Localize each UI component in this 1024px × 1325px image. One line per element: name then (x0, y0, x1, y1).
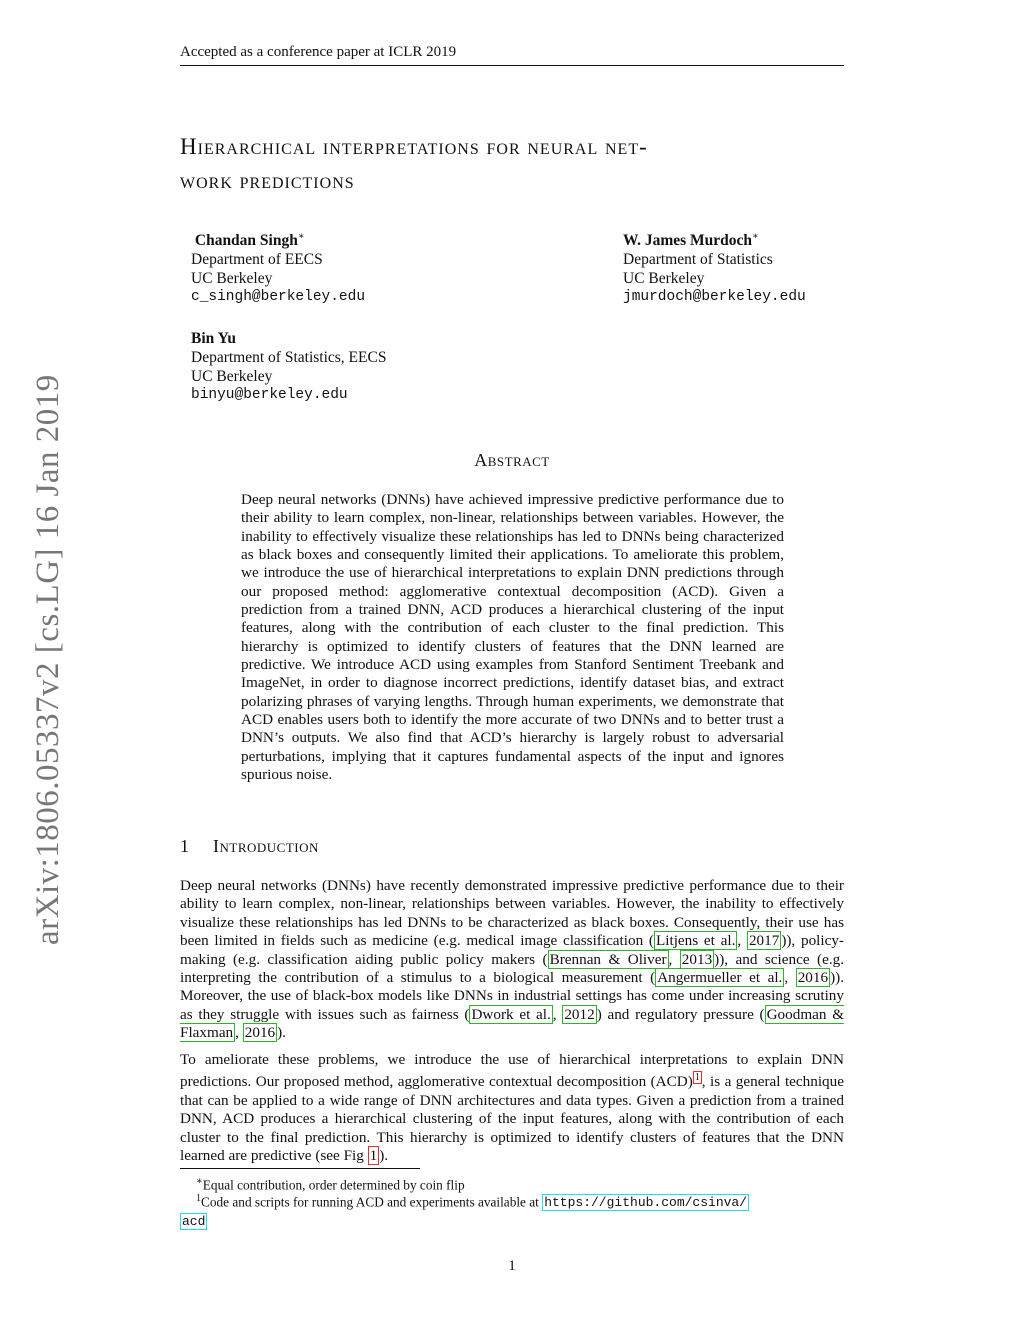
intro-paragraph-1 (180, 877, 844, 1043)
citation-year-link[interactable]: 2012 (564, 1005, 595, 1023)
author-block (191, 329, 386, 405)
intro-paragraph-2 (180, 1051, 844, 1166)
code-url-link-continued[interactable]: acd (182, 1214, 206, 1230)
footnote-text: Code and scripts for running ACD and experiments available at (201, 1194, 543, 1210)
author-inst: UC Berkeley (623, 270, 705, 288)
paragraph-text: )). Moreover, the use of black-box models like DNNs in industrial settings has come under increasing scrutiny as they struggle with issues such as fairness ( (180, 969, 844, 1023)
paragraph-text: ). (277, 1024, 286, 1042)
title-line-2: work predictions (180, 168, 355, 193)
author-mark: ∗ (752, 231, 759, 242)
paragraph-text: Deep neural networks (DNNs) have recently demonstrated impressive predictive performance due to their ability to learn complex, non-linear, relationships between variables. However, the inability to effectively visualize these relationships has led DNNs to be characterized as black boxes. Consequently, their use has been limited in fields such as medicine (e.g. medical image classification ( (180, 877, 844, 950)
author-name-text: Chandan Singh (194, 232, 298, 250)
citation-link[interactable]: Goodman & Flaxman (180, 1005, 845, 1042)
author-dept: Department of Statistics, EECS (191, 349, 387, 366)
arxiv-stamp: arXiv:1806.05337v2 [cs.LG] 16 Jan 2019 (30, 374, 66, 945)
title-line-1: Hierarchical interpretations for neural net- (180, 134, 648, 159)
paragraph-text: To ameliorate these problems, we introduce the use of hierarchical interpretations to explain DNN predictions. Our proposed method, agglomerative contextual decomposition (ACD) (180, 1051, 844, 1091)
author-dept: Department of EECS (191, 251, 323, 269)
author-email[interactable]: jmurdoch@berkeley.edu (623, 289, 806, 306)
footnote-2 (180, 1190, 844, 1231)
citation-year-link[interactable]: 2017 (748, 932, 780, 950)
author-dept: Department of Statistics (623, 251, 773, 269)
paragraph-text: )), and science (e.g. interpreting the contribution of a stimulus to a biological measurement ( (180, 950, 845, 987)
citation-link[interactable]: Angermueller et al. (657, 969, 783, 987)
figure-ref-link[interactable]: 1 (369, 1147, 378, 1165)
footnote-mark: 1 (196, 1193, 201, 1204)
running-head: Accepted as a conference paper at ICLR 2019 (180, 44, 844, 66)
citation-sep: , (737, 932, 747, 950)
citation-sep: , (235, 1024, 243, 1042)
section-title: Introduction (213, 836, 319, 856)
section-heading (180, 836, 319, 857)
citation-sep: , (668, 950, 680, 968)
author-name (191, 227, 365, 250)
author-email[interactable]: binyu@berkeley.edu (191, 387, 348, 403)
paper-title (180, 130, 860, 198)
citation-link[interactable]: Brennan & Oliver (549, 950, 667, 968)
paragraph-text: )), policy-making (e.g. classification aiding public policy makers ( (180, 932, 844, 968)
footnote-rule (180, 1168, 420, 1169)
citation-year-link[interactable]: 2016 (244, 1024, 276, 1042)
section-number: 1 (180, 836, 190, 856)
abstract-heading: Abstract (474, 450, 550, 470)
author-email[interactable]: c_singh@berkeley.edu (191, 289, 366, 306)
citation-year-link[interactable]: 2013 (681, 950, 713, 968)
author-inst: UC Berkeley (191, 368, 273, 385)
paragraph-text: ). (379, 1147, 389, 1165)
author-name (623, 227, 806, 250)
citation-sep: , (784, 969, 796, 987)
citation-sep: , (552, 1005, 563, 1023)
code-url-link[interactable]: https://github.com/csinva/ (544, 1195, 748, 1211)
citation-year-link[interactable]: 2016 (797, 969, 829, 987)
footnote-mark: ∗ (196, 1176, 203, 1187)
footnote-ref-link[interactable]: 1 (694, 1072, 700, 1084)
paragraph-text: , is a general technique that can be applied to a wide range of DNN architectures and data types. Given a prediction from a trained DNN, ACD produces a hierarchical clustering of the input features, along with the contribution of each cluster to the final prediction. This hierarchy is optimized to identify clusters of features that the DNN learned are predictive (see Fig (180, 1073, 844, 1165)
author-name: Bin Yu (191, 330, 236, 347)
abstract-body: Deep neural networks (DNNs) have achieved impressive predictive performance due to their ability to learn complex, non-linear, relationships between variables. However, the inability to effectively visualize these relationships has led to DNNs being characterized as black boxes and consequently limited their applications. To ameliorate this problem, we introduce the use of hierarchical interpretations to explain DNN predictions through our proposed method: agglomerative contextual decomposition (ACD). Given a prediction from a trained DNN, ACD produces a hierarchical clustering of the input features, along with the contribution of each cluster to the final prediction. This hierarchy is optimized to identify clusters of features that the DNN learned are predictive. We introduce ACD using examples from Stanford Sentiment Treebank and ImageNet, in order to diagnose incorrect predictions, identify dataset bias, and extract polarizing phrases of varying lengths. Through human experiments, we demonstrate that ACD enables users both to identify the more accurate of two DNNs and to better trust a DNN’s outputs. We also find that ACD’s hierarchy is largely robust to adversarial perturbations, implying that it captures fundamental aspects of the input and ignores spurious noise. (241, 491, 784, 784)
author-name-text: W. James Murdoch (623, 232, 753, 250)
paragraph-text: ) and regulatory pressure ( (596, 1005, 765, 1023)
citation-link[interactable]: Litjens et al. (655, 932, 736, 950)
page-number: 1 (508, 1258, 516, 1274)
author-block (623, 227, 806, 307)
author-mark: ∗ (297, 231, 305, 242)
footnote-text: Equal contribution, order determined by coin flip (202, 1177, 465, 1193)
author-block (191, 227, 365, 307)
citation-link[interactable]: Dwork et al. (471, 1005, 551, 1023)
author-inst: UC Berkeley (191, 270, 273, 288)
